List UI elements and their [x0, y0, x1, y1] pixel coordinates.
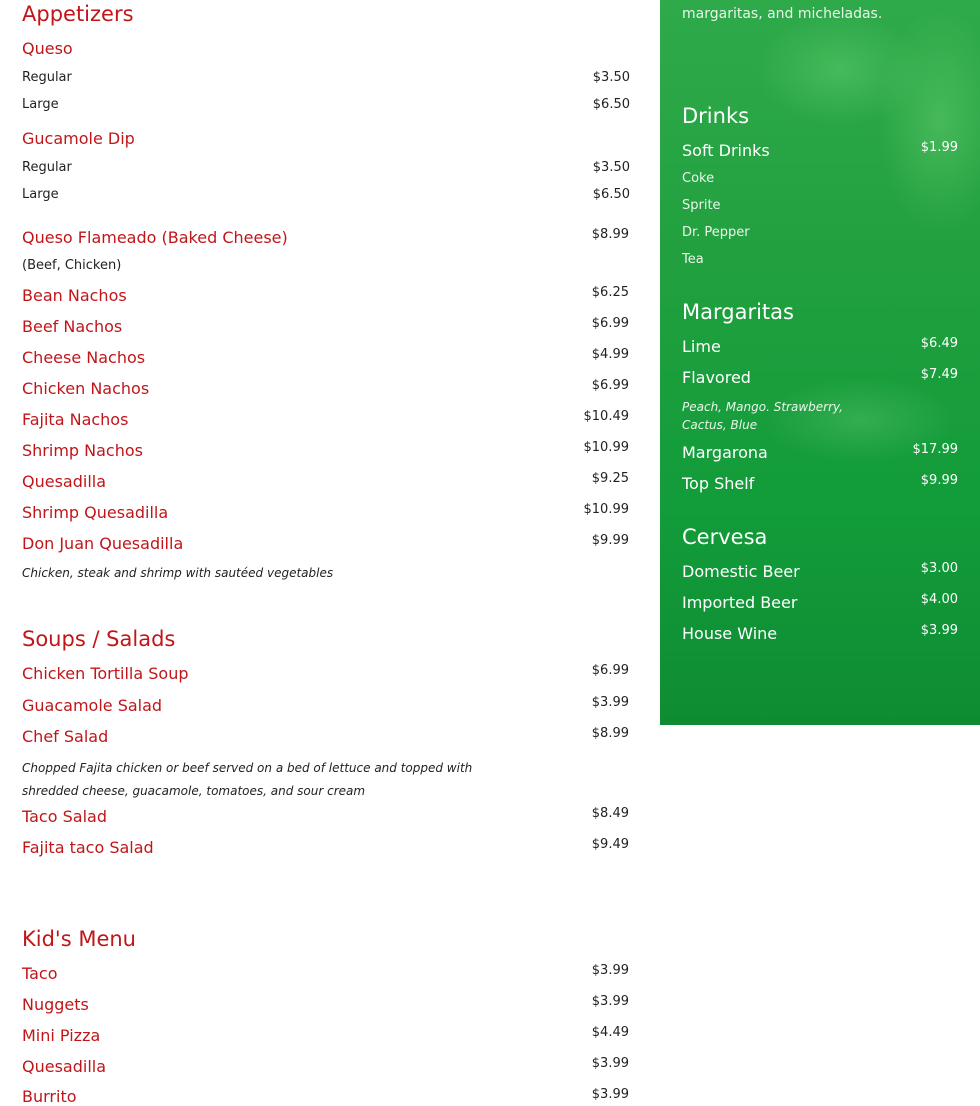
menu-item-price: $6.99	[591, 378, 629, 393]
don-juan-note: Chicken, steak and shrimp with sautéed vegetables	[22, 566, 334, 580]
soft-drink-option: Sprite	[682, 198, 721, 213]
menu-item: Don Juan Quesadilla	[22, 534, 184, 553]
menu-item: Guacamole Salad	[22, 696, 163, 715]
kids-menu-heading: Kid's Menu	[22, 927, 136, 951]
queso-regular-price: $3.50	[592, 70, 630, 85]
menu-item-price: $8.49	[591, 806, 629, 821]
menu-item: Taco	[22, 964, 58, 983]
menu-item-price: $3.99	[591, 695, 629, 710]
soft-drinks-price: $1.99	[920, 140, 958, 155]
food-menu-column	[22, 0, 630, 1104]
menu-item-price: $10.49	[583, 409, 629, 424]
menu-item-guacamole-dip: Gucamole Dip	[22, 129, 135, 148]
menu-item: Nuggets	[22, 995, 89, 1014]
queso-large-price: $6.50	[592, 97, 630, 112]
menu-item-price: $3.00	[920, 561, 958, 576]
menu-item: Quesadilla	[22, 472, 107, 491]
guac-large-price: $6.50	[592, 187, 630, 202]
menu-item-price: $9.49	[591, 837, 629, 852]
menu-item: Shrimp Nachos	[22, 441, 143, 460]
menu-item-price: $4.99	[591, 347, 629, 362]
drinks-intro-text: margaritas, and micheladas.	[682, 6, 883, 22]
menu-item-price: $4.49	[591, 1025, 629, 1040]
menu-item-flavored: Flavored	[682, 368, 751, 387]
queso-flameado-price: $8.99	[591, 227, 629, 242]
drinks-heading: Drinks	[682, 104, 750, 128]
menu-item-top-shelf: Top Shelf	[682, 474, 755, 493]
guac-regular-label: Regular	[22, 160, 72, 175]
menu-item-price: $6.99	[591, 316, 629, 331]
queso-flameado-note: (Beef, Chicken)	[22, 258, 122, 273]
menu-item: Beef Nachos	[22, 317, 123, 336]
menu-item: Domestic Beer	[682, 562, 800, 581]
top-shelf-price: $9.99	[920, 473, 958, 488]
menu-item-queso-flameado: Queso Flameado (Baked Cheese)	[22, 228, 288, 247]
menu-item-price: $3.99	[591, 1087, 629, 1102]
menu-item-soft-drinks: Soft Drinks	[682, 141, 770, 160]
menu-item-price: $10.99	[583, 502, 629, 517]
menu-item-margarona: Margarona	[682, 443, 768, 462]
menu-item-price: $10.99	[583, 440, 629, 455]
soft-drink-option: Tea	[682, 252, 704, 267]
menu-item-price: $4.00	[920, 592, 958, 607]
menu-item: Chicken Nachos	[22, 379, 150, 398]
lime-price: $6.49	[920, 336, 958, 351]
drinks-panel	[660, 0, 980, 725]
menu-item-price: $6.25	[591, 285, 629, 300]
menu-item: Shrimp Quesadilla	[22, 503, 169, 522]
flavored-price: $7.49	[920, 367, 958, 382]
soft-drink-option: Dr. Pepper	[682, 225, 750, 240]
menu-item-price: $8.99	[591, 726, 629, 741]
menu-item-price: $3.99	[920, 623, 958, 638]
guac-large-label: Large	[22, 187, 59, 202]
menu-item: Chef Salad	[22, 727, 109, 746]
margaritas-heading: Margaritas	[682, 300, 794, 324]
flavored-note: Peach, Mango. Strawberry, Cactus, Blue	[682, 400, 843, 432]
menu-item: Imported Beer	[682, 593, 798, 612]
menu-item: Fajita Nachos	[22, 410, 129, 429]
soft-drink-option: Coke	[682, 171, 715, 186]
appetizers-heading: Appetizers	[22, 2, 134, 26]
menu-item-price: $3.99	[591, 963, 629, 978]
menu-item: House Wine	[682, 624, 778, 643]
menu-item-lime: Lime	[682, 337, 721, 356]
menu-item-price: $9.25	[591, 471, 629, 486]
queso-large-label: Large	[22, 97, 59, 112]
soups-salads-heading: Soups / Salads	[22, 627, 176, 651]
menu-item-price: $3.99	[591, 994, 629, 1009]
margarona-price: $17.99	[912, 442, 958, 457]
menu-item-price: $9.99	[591, 533, 629, 548]
chef-salad-note: Chopped Fajita chicken or beef served on a bed of lettuce and topped with shredded cheese, guacamole, tomatoes, and sour cream	[22, 761, 473, 798]
guac-regular-price: $3.50	[592, 160, 630, 175]
cervesa-heading: Cervesa	[682, 525, 768, 549]
menu-item: Chicken Tortilla Soup	[22, 664, 189, 683]
menu-item-queso: Queso	[22, 39, 73, 58]
menu-item: Cheese Nachos	[22, 348, 146, 367]
menu-item: Taco Salad	[22, 807, 107, 826]
menu-item: Fajita taco Salad	[22, 838, 154, 857]
menu-item: Burrito	[22, 1087, 77, 1106]
menu-item: Quesadilla	[22, 1057, 107, 1076]
menu-item: Mini Pizza	[22, 1026, 101, 1045]
queso-regular-label: Regular	[22, 70, 72, 85]
menu-item: Bean Nachos	[22, 286, 127, 305]
menu-item-price: $3.99	[591, 1056, 629, 1071]
menu-item-price: $6.99	[591, 663, 629, 678]
